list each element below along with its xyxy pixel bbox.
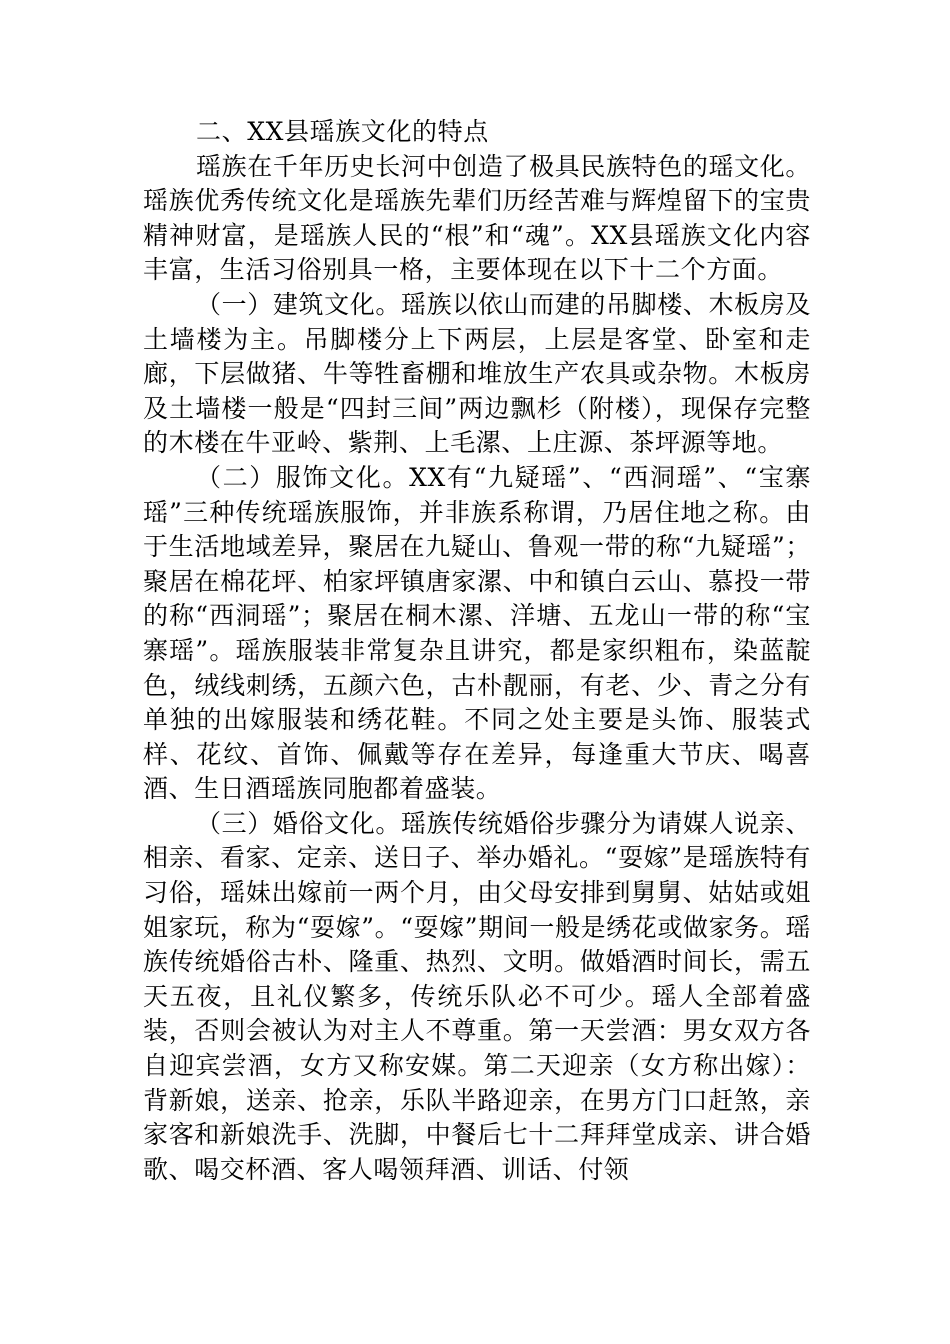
document-body (143, 115, 811, 1187)
paragraph-intro: 瑶族在千年历史长河中创造了极具民族特色的瑶文化。瑶族优秀传统文化是瑶族先辈们历经苦难与辉煌留下的宝贵精神财富，是瑶族人民的“根”和“魂”。XX县瑶族文化内容丰富，生活习俗别具一格，主要体现在以下十二个方面。 (143, 151, 811, 285)
paragraph-wedding: （三）婚俗文化。瑶族传统婚俗步骤分为请媒人说亲、相亲、看家、定亲、送日子、举办婚礼。“耍嫁”是瑶族特有习俗，瑶妹出嫁前一两个月，由父母安排到舅舅、姑姑或姐姐家玩，称为“耍嫁”。“耍嫁”期间一般是绣花或做家务。瑶族传统婚俗古朴、隆重、热烈、文明。做婚酒时间长，需五天五夜，且礼仪繁多，传统乐队必不可少。瑶人全部着盛装，否则会被认为对主人不尊重。第一天尝酒：男女双方各自迎宾尝酒，女方又称安媒。第二天迎亲（女方称出嫁）：背新娘，送亲、抢亲，乐队半路迎亲，在男方门口赶煞，亲家客和新娘洗手、洗脚，中餐后七十二拜拜堂成亲、讲合婚歌、喝交杯酒、客人喝领拜酒、训话、付领 (143, 808, 811, 1184)
paragraph-costume: （二）服饰文化。XX有“九疑瑶”、“西洞瑶”、“宝寨瑶”三种传统瑶族服饰，并非族系称谓，乃居住地之称。由于生活地域差异，聚居在九疑山、鲁观一带的称“九疑瑶”；聚居在棉花坪、柏家坪镇唐家漯、中和镇白云山、慕投一带的称“西洞瑶”；聚居在桐木漯、洋塘、五龙山一带的称“宝寨瑶”。瑶族服装非常复杂且讲究，都是家织粗布，染蓝靛色，绒线刺绣，五颜六色，古朴靓丽，有老、少、青之分有单独的出嫁服装和绣花鞋。不同之处主要是头饰、服装式样、花纹、首饰、佩戴等存在差异，每逢重大节庆、喝喜酒、生日酒瑶族同胞都着盛装。 (143, 462, 811, 804)
paragraph-architecture: （一）建筑文化。瑶族以依山而建的吊脚楼、木板房及土墙楼为主。吊脚楼分上下两层，上层是客堂、卧室和走廊，下层做猪、牛等牲畜棚和堆放生产农具或杂物。木板房及土墙楼一般是“四封三间”两边飘杉（附楼），现保存完整的木楼在牛亚岭、紫荆、上毛漯、上庄源、茶坪源等地。 (143, 289, 811, 458)
section-heading: 二、XX县瑶族文化的特点 (196, 117, 489, 146)
